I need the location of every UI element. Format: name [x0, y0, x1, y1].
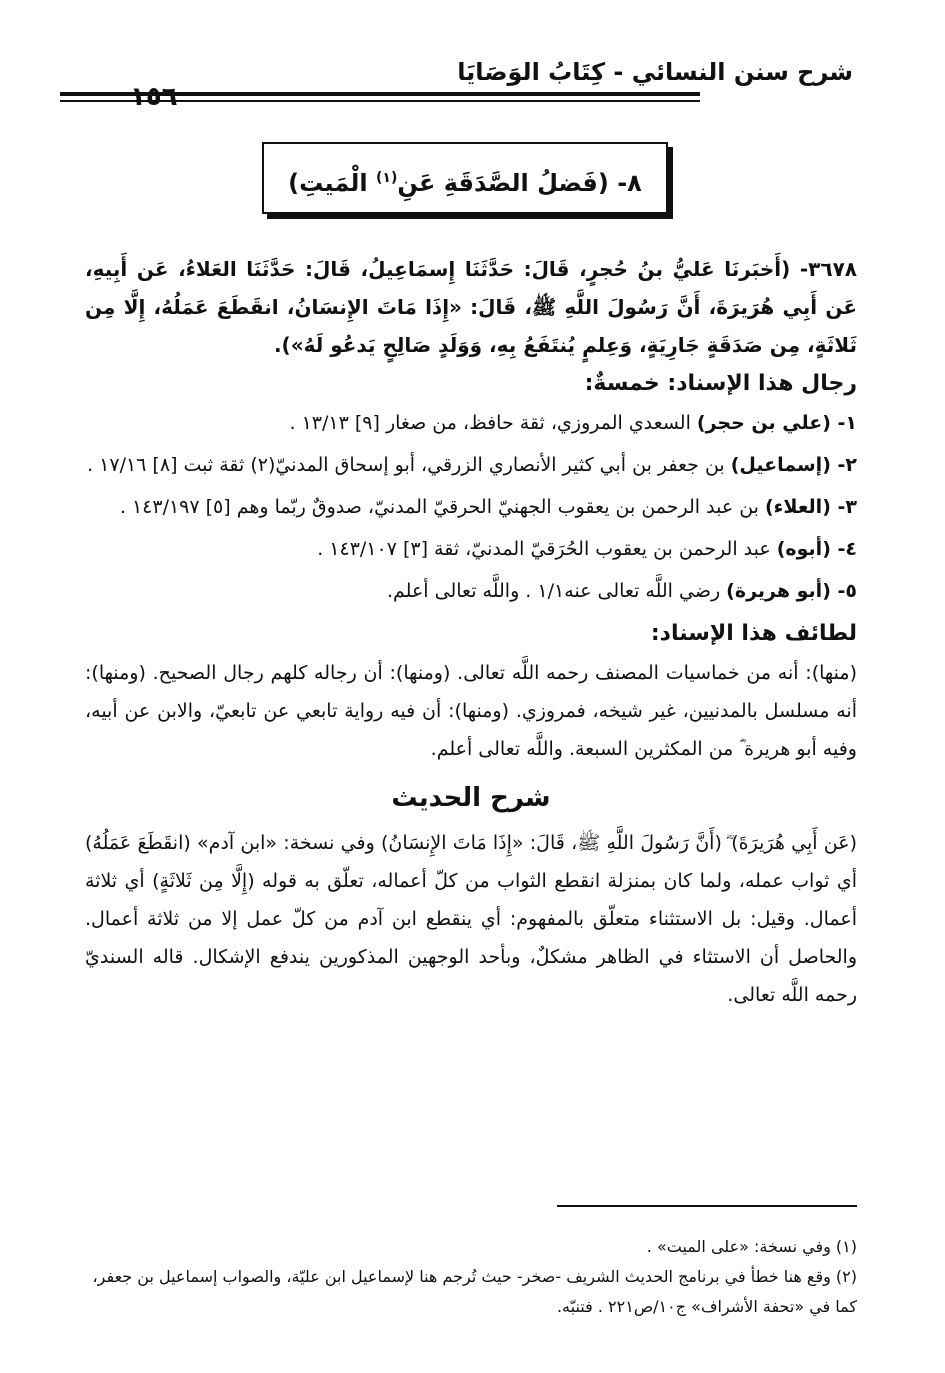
narrator-desc: السعدي المروزي، ثقة حافظ، من صغار [٩] ١٣/١٣ .: [289, 412, 697, 434]
page-number: ١٥٦: [130, 82, 178, 112]
narrator-name: ١- (علي بن حجر): [696, 412, 857, 434]
header-rule-left-thin: [60, 100, 120, 102]
chapter-title-box: [262, 142, 668, 214]
narrator-item: [85, 572, 857, 610]
chapter-title-end: الْمَيتِ): [288, 169, 368, 197]
narrator-desc: بن عبد الرحمن بن يعقوب الجهنيّ الحرقيّ المدنيّ، صدوقٌ ربّما وهم [٥] ١٤٣/١٩٧ .: [119, 496, 765, 518]
hadith-text: ٣٦٧٨- (أَخبَرنَا عَليُّ بنُ حُجرٍ، قَالَ: حَدَّثَنَا إِسمَاعِيلُ، قَالَ: حَدَّثَنَا العَلاءُ، عَن أَبِيهِ، عَن أَبِي هُرَيرَةَ، أَنَّ رَسُولَ اللَّهِ ﷺ، قَالَ: «إِذَا مَاتَ الإِنسَانُ، انقَطَعَ عَمَلُهُ، إِلَّا مِن ثَلاثَةٍ، مِن صَدَقَةٍ جَارِيَةٍ، وَعِلمٍ يُنتَفَعُ بِهِ، وَوَلَدٍ صَالِحٍ يَدعُو لَهُ»).: [85, 257, 857, 357]
narrator-name: ٥- (أبو هريرة): [726, 580, 857, 602]
chapter-title-main: ٨- (فَضلُ الصَّدَقَةِ عَنِ: [397, 169, 642, 197]
footnote-ref-1: (١): [376, 170, 398, 186]
rijal-heading: رجال هذا الإسناد: خمسةٌ:: [584, 371, 857, 396]
narrator-name: ٤- (أبوه): [776, 538, 857, 560]
header-rule-left-thick: [60, 92, 120, 96]
lataif-heading: لطائف هذا الإسناد:: [650, 621, 857, 646]
narrator-desc: عبد الرحمن بن يعقوب الحُرَقيّ المدنيّ، ثقة [٣] ١٤٣/١٠٧ .: [317, 538, 777, 560]
running-title: شرح سنن النسائي - كِتَابُ الوَصَايَا: [457, 58, 853, 86]
footnotes: [85, 1232, 857, 1322]
narrator-item: [85, 530, 857, 568]
footnote-1: (١) وفي نسخة: «على الميت» .: [646, 1237, 857, 1256]
narrator-item: [85, 488, 857, 526]
lataif-text: (منها): أنه من خماسيات المصنف رحمه اللَّه تعالى. (ومنها): أن رجاله كلهم رجال الصحيح. (ومنها): أنه مسلسل بالمدنيين، غير شيخه، فمروزي. (ومنها): أن فيه رواية تابعي عن تابعيّ، والابن عن أبيه، وفيه أبو هريرة ؓ من المكثرين السبعة. واللَّه تعالى أعلم.: [85, 662, 857, 760]
narrator-item: [85, 446, 857, 484]
sharh-heading: شرح الحديث: [391, 783, 551, 813]
sharh-text: (عَن أَبِي هُرَيرَةَ) ؓ (أَنَّ رَسُولَ اللَّهِ ﷺ، قَالَ: «إِذَا مَاتَ الإِنسَانُ) وفي نسخة: «ابن آدم» (انقَطَعَ عَمَلُهُ) أي ثواب عمله، ولما كان بمنزلة انقطع الثواب من كلّ أعماله، تعلّق به قوله (إِلَّا مِن ثَلاثَةٍ) أي ثلاثة أعمال. وقيل: بل الاستثناء متعلّق بالمفهوم: أي ينقطع ابن آدم من كلّ عمل إلا من ثلاثة أعمال. والحاصل أن الاستثاء في الظاهر مشكلٌ، وبأحد الوجهين المذكورين يندفع الإشكال. قاله السنديّ رحمه اللَّه تعالى.: [85, 832, 857, 1006]
narrator-item: [85, 404, 857, 442]
narrator-name: ٢- (إسماعيل): [730, 454, 857, 476]
narrator-list: [85, 404, 857, 610]
footnote-2: (٢) وقع هنا خطأ في برنامج الحديث الشريف -صخر- حيث تُرجم هنا لإسماعيل ابن عليّة، والصواب إسماعيل بن جعفر، كما في «تحفة الأشراف» ج١٠/ص٢٢١ . فتنبّه.: [92, 1267, 857, 1316]
page-header: [60, 58, 853, 112]
narrator-desc: رضي اللَّه تعالى عنه١/١ . واللَّه تعالى أعلم.: [386, 580, 727, 602]
footnote-divider: [557, 1205, 857, 1207]
chapter-title: [264, 144, 666, 217]
narrator-desc: بن جعفر بن أبي كثير الأنصاري الزرقي، أبو إسحاق المدنيّ(٢) ثقة ثبت [٨] ١٧/١٦ .: [87, 454, 731, 476]
narrator-name: ٣- (العلاء): [765, 496, 857, 518]
page-body: [85, 250, 857, 1014]
